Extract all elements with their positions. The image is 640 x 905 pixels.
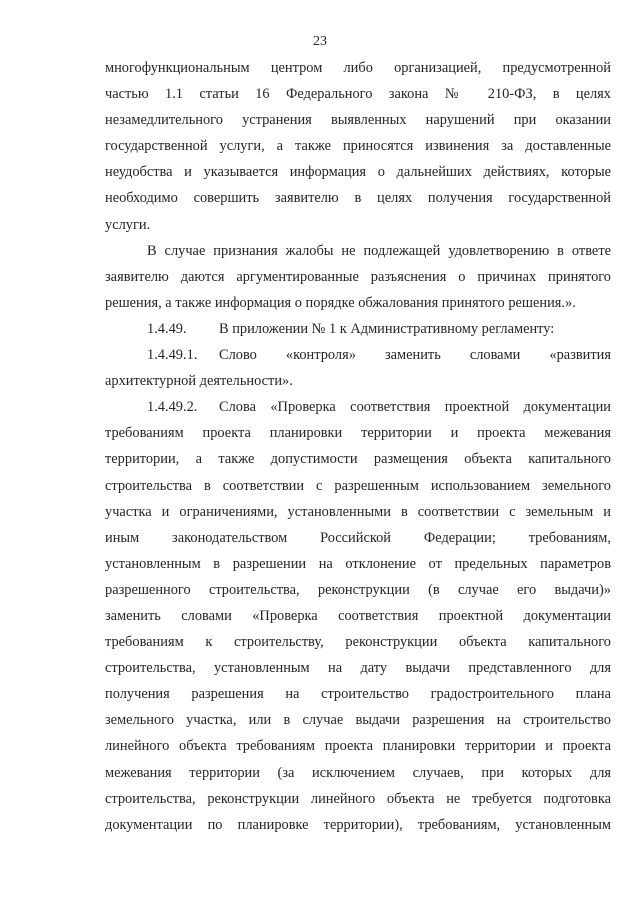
paragraph-line: необходимо совершить заявителю в целях получения государственной <box>105 190 611 207</box>
paragraph-line: заменить словами «Проверка соответствия проектной документации <box>105 607 611 624</box>
paragraph-line: строительства, реконструкции линейного объекта не требуется подготовка <box>105 790 611 807</box>
paragraph-line: государственной услуги, а также приносятся извинения за доставленные <box>105 138 611 155</box>
paragraph-line: строительства, установленным на дату выдачи представленного для <box>105 660 611 677</box>
paragraph-line: территории, а также допустимости размещения объекта капитального <box>105 451 611 468</box>
clause-number: 1.4.49. <box>147 320 187 337</box>
paragraph-line: линейного объекта требованиям проекта планировки территории и проекта <box>105 738 611 755</box>
clause-number: 1.4.49.1. <box>147 347 198 364</box>
clause-text: Слово «контроля» заменить словами «развития <box>219 347 611 364</box>
paragraph-line: архитектурной деятельности». <box>105 373 293 390</box>
clause-1-4-49-2 <box>105 394 611 420</box>
document-body <box>105 55 611 838</box>
paragraph-line: строительства в соответствии с разрешенным использованием земельного <box>105 477 611 494</box>
paragraph-line: участка и ограничениями, установленными в соответствии с земельным и <box>105 503 611 520</box>
paragraph-line: многофункциональным центром либо организацией, предусмотренной <box>105 60 611 76</box>
clause-1-4-49-1 <box>105 342 611 368</box>
paragraph-line: неудобства и указывается информация о дальнейших действиях, которые <box>105 164 611 181</box>
paragraph-line: В случае признания жалобы не подлежащей удовлетворению в ответе <box>147 242 611 259</box>
clause-text: В приложении № 1 к Административному регламенту: <box>219 320 555 337</box>
paragraph-line: межевания территории (за исключением случаев, при которых для <box>105 764 611 781</box>
clause-text: Слова «Проверка соответствия проектной документации <box>219 399 611 416</box>
clause-1-4-49 <box>105 316 611 342</box>
paragraph-line: иным законодательством Российской Федерации; требованиям, <box>105 529 611 546</box>
paragraph-line: требованиям проекта планировки территории и проекта межевания <box>105 425 611 442</box>
paragraph-line: земельного участка, или в случае выдачи разрешения на строительство <box>105 712 611 729</box>
paragraph-line: заявителю даются аргументированные разъяснения о причинах принятого <box>105 268 611 285</box>
paragraph-line: документации по планировке территории), требованиям, установленным <box>105 816 611 833</box>
paragraph-line: решения, а также информация о порядке обжалования принятого решения.». <box>105 294 576 311</box>
paragraph-line: установленным в разрешении на отклонение от предельных параметров <box>105 555 611 572</box>
page-number: 23 <box>313 34 327 49</box>
clause-number: 1.4.49.2. <box>147 399 198 416</box>
paragraph-line: получения разрешения на строительство градостроительного плана <box>105 686 611 703</box>
paragraph-line: услуги. <box>105 216 151 233</box>
paragraph-line: незамедлительного устранения выявленных нарушений при оказании <box>105 112 611 129</box>
paragraph-line: частью 1.1 статьи 16 Федерального закона № 210-ФЗ, в целях <box>105 86 611 103</box>
paragraph-line: требованиям к строительству, реконструкции объекта капитального <box>105 634 611 651</box>
paragraph-line: разрешенного строительства, реконструкции (в случае его выдачи)» <box>105 581 611 598</box>
